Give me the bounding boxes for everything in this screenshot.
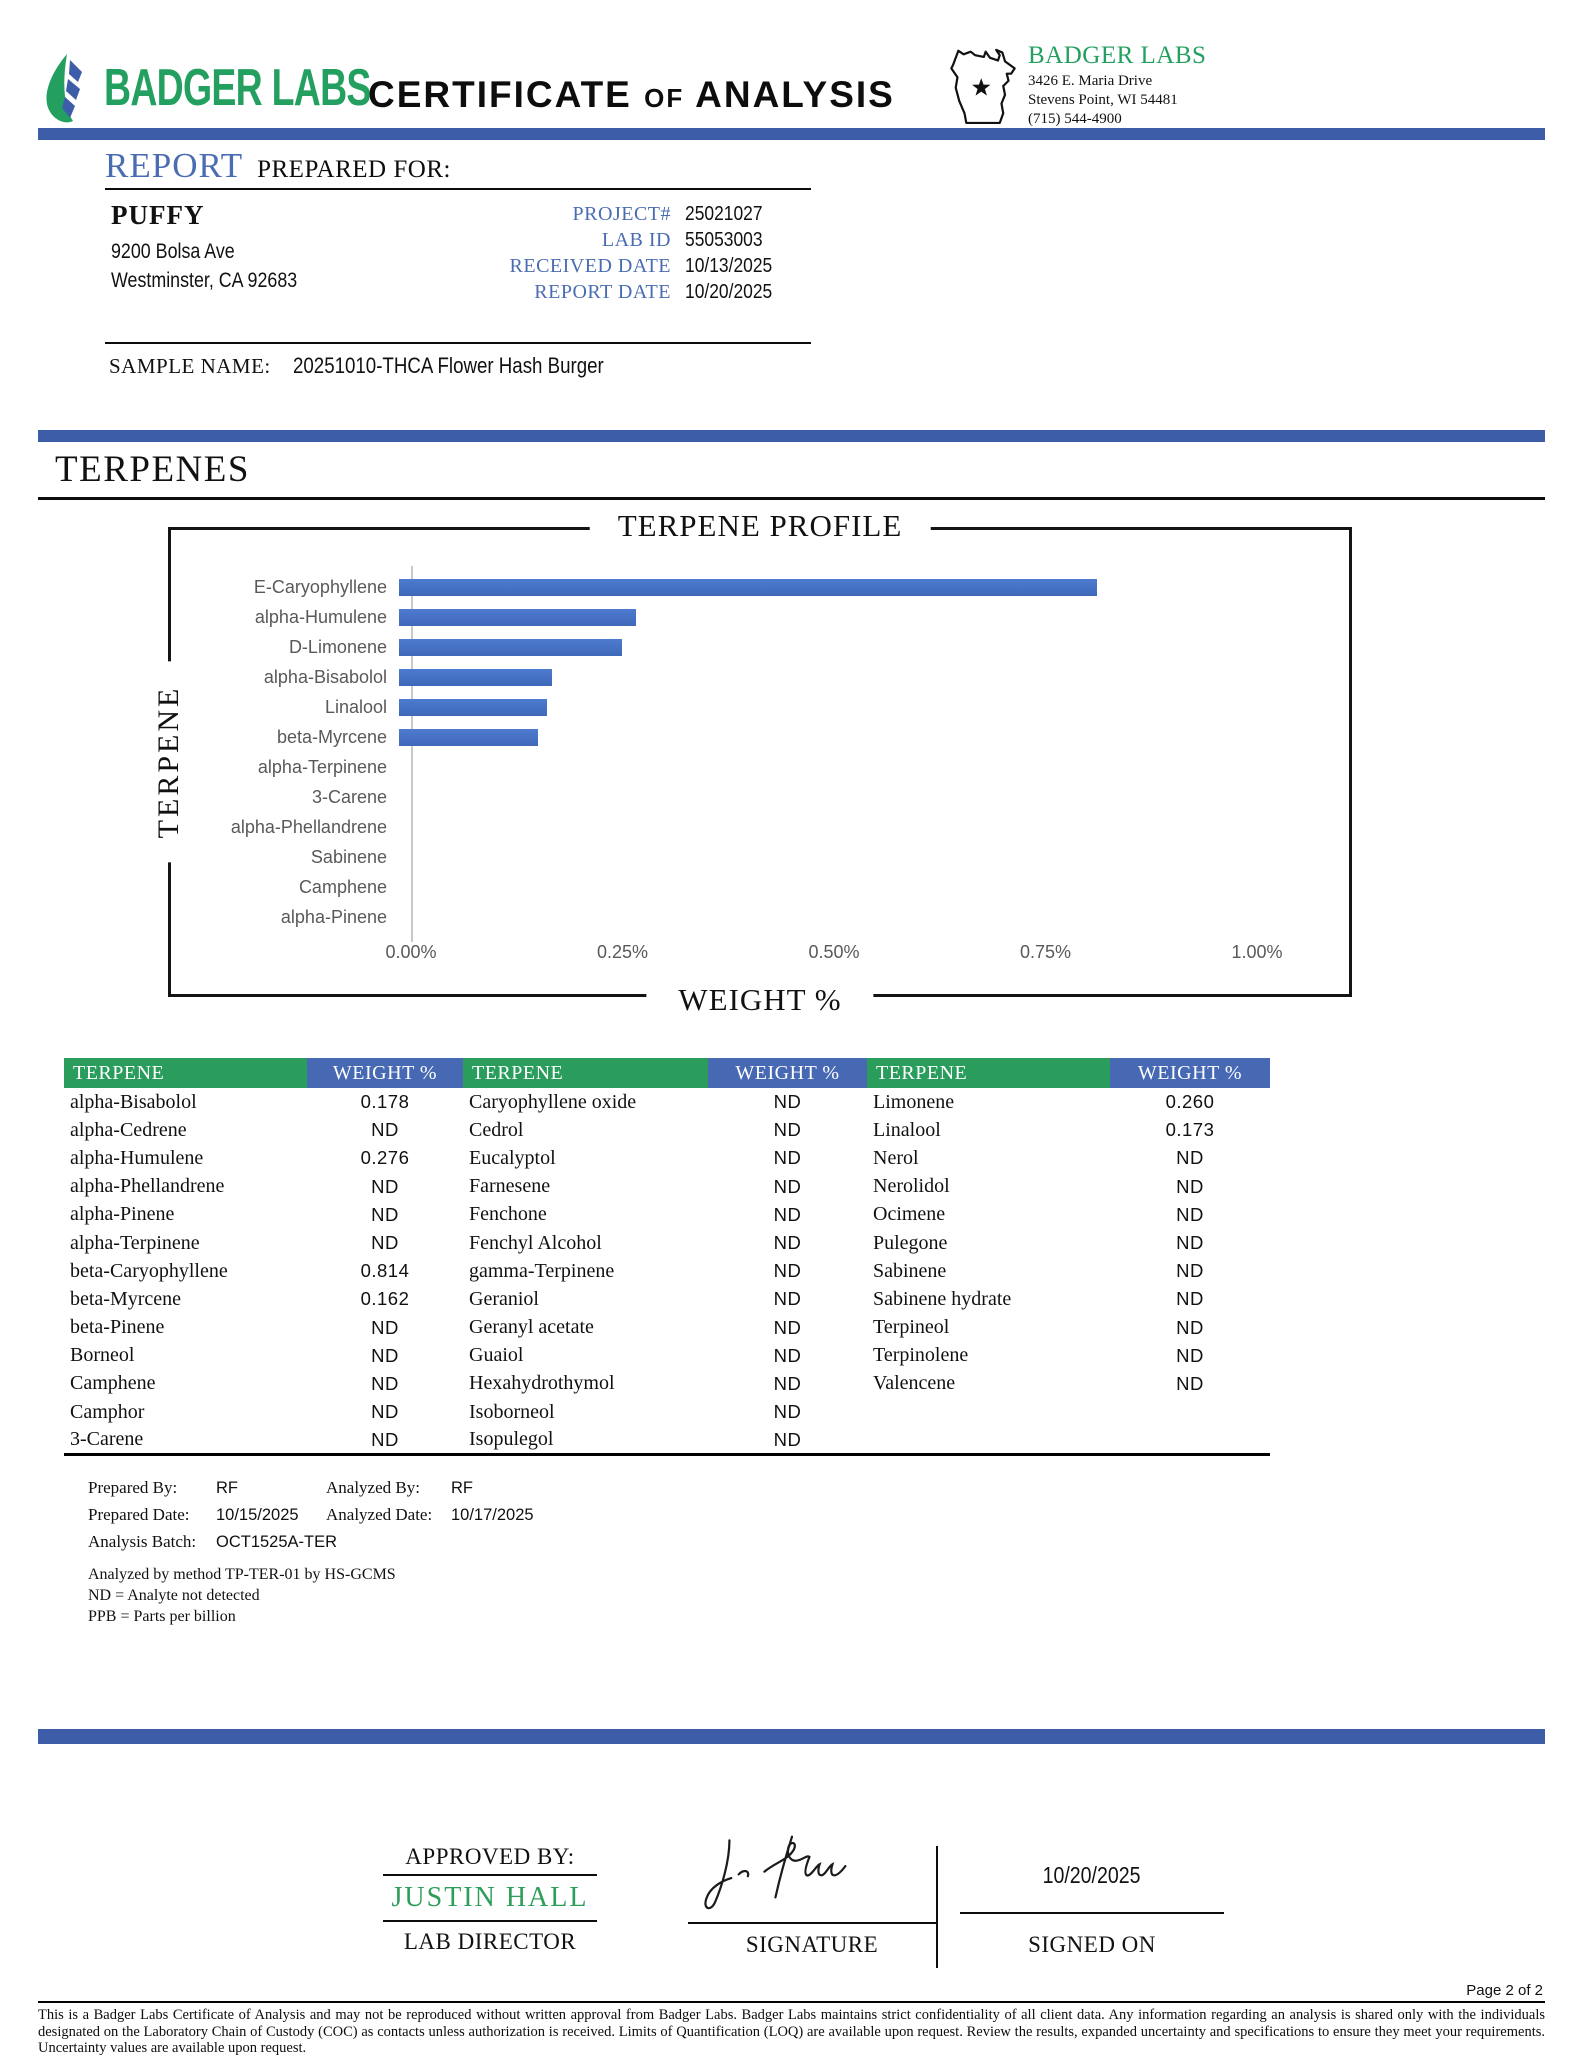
signed-on-line — [960, 1912, 1224, 1914]
chart-category-label: Linalool — [324, 696, 387, 717]
vertical-divider — [936, 1846, 938, 1968]
weight-cell: ND — [371, 1119, 399, 1141]
weight-cell: ND — [371, 1316, 399, 1338]
chart-bar — [399, 669, 552, 686]
chart-bar-track — [399, 759, 1257, 776]
divider-band-terpenes — [38, 430, 1545, 442]
terpene-cell: Geranyl acetate — [469, 1316, 594, 1339]
weight-cell: 0.260 — [1165, 1091, 1215, 1113]
chart-category-label: D-Limonene — [288, 636, 387, 657]
report-date-label: REPORT DATE — [534, 281, 671, 303]
chart-bar-track — [399, 909, 1257, 926]
analysis-batch-label: Analysis Batch: — [88, 1532, 197, 1551]
signature-label: SIGNATURE — [745, 1932, 879, 1957]
weight-cell: ND — [773, 1316, 802, 1338]
chart-row — [173, 662, 1257, 692]
weight-cell: ND — [773, 1147, 802, 1169]
terpene-cell: Isopulegol — [469, 1428, 554, 1451]
weight-cell: ND — [1176, 1203, 1204, 1225]
weight-cell: 0.162 — [360, 1288, 410, 1310]
table-row — [64, 1398, 1270, 1426]
table-row — [64, 1229, 1270, 1257]
chart-row — [173, 692, 1257, 722]
terpene-table-body — [64, 1088, 1270, 1454]
approver-title: LAB DIRECTOR — [403, 1929, 577, 1954]
analyzed-by-label: Analyzed By: — [326, 1478, 420, 1497]
terpene-cell: beta-Myrcene — [70, 1287, 182, 1310]
field-row — [479, 280, 801, 306]
chart-x-axis-label: WEIGHT % — [646, 982, 873, 1018]
terpene-cell: alpha-Humulene — [70, 1146, 204, 1169]
chart-row — [173, 872, 1257, 902]
weight-cell: ND — [773, 1372, 802, 1394]
weight-cell: 0.173 — [1165, 1119, 1215, 1141]
table-row — [64, 1173, 1270, 1201]
lab-address-block — [946, 42, 1206, 130]
signature-image — [700, 1828, 930, 1918]
table-row — [64, 1285, 1270, 1313]
sample-name-label: SAMPLE NAME: — [109, 354, 271, 378]
chart-bar — [399, 579, 1097, 596]
chart-row — [173, 602, 1257, 632]
table-row — [64, 1088, 1270, 1116]
approved-by-label: APPROVED BY: — [405, 1844, 575, 1869]
chart-bar-track — [399, 819, 1257, 836]
terpene-cell: alpha-Bisabolol — [70, 1090, 197, 1113]
terpene-cell — [867, 1426, 1110, 1454]
chart-row — [173, 842, 1257, 872]
terpene-cell — [867, 1398, 1110, 1426]
x-axis-tick: 0.50% — [808, 942, 860, 962]
weight-cell: ND — [773, 1401, 802, 1423]
table-row — [64, 1314, 1270, 1342]
client-address-line2: Westminster, CA 92683 — [111, 269, 298, 292]
chart-bar-track — [399, 609, 1257, 626]
terpene-cell: Eucalyptol — [469, 1146, 556, 1169]
terpene-cell: Cedrol — [469, 1118, 524, 1141]
lab-address-line2: Stevens Point, WI 54481 — [1028, 92, 1178, 108]
terpene-cell: Fenchone — [469, 1203, 547, 1226]
chart-bar — [399, 609, 636, 626]
chart-bar-track — [399, 879, 1257, 896]
report-header — [105, 146, 811, 190]
chart-bar-track — [399, 849, 1257, 866]
terpene-cell: Pulegone — [873, 1231, 948, 1254]
lab-name: BADGER LABS — [1028, 42, 1207, 69]
chart-category-label: alpha-Terpinene — [257, 756, 387, 777]
terpene-cell: 3-Carene — [70, 1428, 144, 1451]
terpene-cell: Farnesene — [469, 1175, 551, 1198]
chart-category-label: Sabinene — [310, 846, 387, 867]
weight-cell: ND — [1176, 1288, 1204, 1310]
x-axis-tick: 0.75% — [1019, 942, 1072, 962]
brand-name: BADGER LABS — [104, 59, 371, 117]
terpene-cell: Linalool — [873, 1118, 941, 1141]
terpene-cell: Nerolidol — [873, 1175, 950, 1198]
terpene-cell: Camphene — [70, 1372, 156, 1395]
terpene-column-header: TERPENE — [463, 1058, 708, 1088]
x-axis-tick: 0.25% — [596, 942, 649, 962]
weight-cell: 0.178 — [360, 1091, 410, 1113]
approval-section — [0, 1756, 1583, 1996]
signed-on-date: 10/20/2025 — [1043, 1862, 1141, 1888]
analyzed-date-label: Analyzed Date: — [326, 1505, 433, 1524]
prepared-date-label: Prepared Date: — [88, 1505, 190, 1524]
prepared-by-value: RF — [216, 1479, 238, 1497]
weight-cell: ND — [773, 1091, 802, 1113]
analyzed-date-value: 10/17/2025 — [451, 1506, 534, 1524]
chart-bar — [399, 699, 547, 716]
terpene-cell: Sabinene — [873, 1259, 947, 1282]
analyzed-by-value: RF — [451, 1479, 473, 1497]
chart-bar — [399, 639, 622, 656]
chart-row — [173, 812, 1257, 842]
prepared-by-label: Prepared By: — [88, 1478, 178, 1497]
client-address-line1: 9200 Bolsa Ave — [111, 240, 235, 263]
chart-title: TERPENE PROFILE — [590, 508, 931, 544]
project-number-label: PROJECT# — [572, 203, 671, 225]
chart-bar-track — [399, 729, 1257, 746]
weight-cell: ND — [1176, 1175, 1204, 1197]
weight-cell: ND — [773, 1288, 802, 1310]
table-row — [64, 1116, 1270, 1144]
field-row — [479, 202, 801, 228]
weight-cell: ND — [1176, 1372, 1204, 1394]
terpene-cell: Terpinolene — [873, 1344, 969, 1367]
weight-column-header: WEIGHT % — [307, 1058, 463, 1088]
chart-category-label: Camphene — [298, 876, 387, 897]
weight-cell: ND — [371, 1175, 399, 1197]
chart-category-label: E-Caryophyllene — [253, 576, 387, 597]
chart-bar-track — [399, 639, 1257, 656]
sample-name-row — [105, 342, 811, 389]
terpene-cell: alpha-Pinene — [70, 1203, 175, 1226]
table-row — [64, 1144, 1270, 1172]
ppb-note: PPB = Parts per billion — [88, 1608, 236, 1625]
chart-row — [173, 572, 1257, 602]
terpene-column-header: TERPENE — [867, 1058, 1110, 1088]
weight-cell: ND — [371, 1428, 399, 1450]
x-axis-tick: 0.00% — [385, 942, 437, 962]
terpene-cell: Geraniol — [469, 1287, 539, 1310]
table-row — [64, 1201, 1270, 1229]
nd-note: ND = Analyte not detected — [88, 1587, 260, 1604]
weight-cell: 0.814 — [360, 1260, 410, 1282]
prepared-date-value: 10/15/2025 — [216, 1506, 299, 1524]
terpene-cell: Nerol — [873, 1146, 919, 1169]
report-fields — [479, 202, 801, 306]
terpene-cell: beta-Pinene — [70, 1316, 165, 1339]
weight-cell: ND — [773, 1428, 802, 1450]
terpene-cell: alpha-Terpinene — [70, 1231, 200, 1254]
terpene-cell: Sabinene hydrate — [873, 1287, 1012, 1310]
weight-cell: ND — [773, 1203, 802, 1225]
weight-cell: ND — [773, 1344, 802, 1366]
method-note: Analyzed by method TP-TER-01 by HS-GCMS — [88, 1566, 396, 1583]
terpene-cell: Fenchyl Alcohol — [469, 1231, 602, 1254]
terpene-cell: Terpineol — [873, 1316, 950, 1339]
terpenes-section-title: TERPENES — [38, 448, 1545, 500]
lab-id-label: LAB ID — [601, 229, 671, 251]
terpene-cell: alpha-Phellandrene — [70, 1175, 225, 1198]
client-name: PUFFY — [111, 200, 205, 230]
divider-band-top — [38, 128, 1545, 140]
divider-line — [383, 1920, 597, 1922]
x-axis-tick: 1.00% — [1231, 942, 1283, 962]
terpene-cell: gamma-Terpinene — [469, 1259, 615, 1282]
terpene-table-head-row — [64, 1058, 1270, 1088]
field-row — [479, 254, 801, 280]
weight-cell: ND — [371, 1344, 399, 1366]
terpene-cell: Isoborneol — [469, 1400, 555, 1423]
leaf-logo-icon — [40, 52, 98, 124]
received-date-value: 10/13/2025 — [685, 254, 773, 277]
chart-plot-area — [173, 572, 1283, 972]
weight-cell: ND — [773, 1260, 802, 1282]
divider-band-bottom — [38, 1729, 1545, 1744]
divider-line — [383, 1874, 597, 1876]
chart-rows — [173, 572, 1257, 932]
chart-row — [173, 752, 1257, 782]
weight-cell: ND — [1176, 1316, 1204, 1338]
report-label: REPORT — [105, 146, 244, 185]
lab-phone: (715) 544-4900 — [1028, 111, 1122, 127]
chart-category-label: beta-Myrcene — [276, 726, 387, 747]
approver-name: JUSTIN HALL — [391, 1882, 589, 1913]
terpene-cell: beta-Caryophyllene — [70, 1259, 228, 1282]
terpene-cell: Caryophyllene oxide — [469, 1090, 637, 1113]
weight-cell: ND — [371, 1232, 399, 1254]
chart-bar-track — [399, 669, 1257, 686]
chart-bar-track — [399, 789, 1257, 806]
sample-name-value: 20251010-THCA Flower Hash Burger — [292, 353, 604, 378]
prepared-for-label: PREPARED FOR: — [257, 156, 451, 183]
chart-row — [173, 902, 1257, 932]
weight-cell: ND — [1176, 1232, 1204, 1254]
table-row — [64, 1257, 1270, 1285]
weight-cell — [1110, 1426, 1270, 1454]
received-date-label: RECEIVED DATE — [509, 255, 671, 277]
terpene-results-table — [64, 1058, 1270, 1456]
signed-on-label: SIGNED ON — [1028, 1932, 1156, 1957]
weight-cell: ND — [1176, 1147, 1204, 1169]
weight-cell — [1110, 1398, 1270, 1426]
terpene-cell: Hexahydrothymol — [469, 1372, 615, 1395]
chart-category-label: alpha-Bisabolol — [263, 666, 387, 687]
page-number: Page 2 of 2 — [1466, 1982, 1543, 1999]
weight-cell: ND — [1176, 1344, 1204, 1366]
terpene-cell: Guaiol — [469, 1344, 524, 1367]
terpene-column-header: TERPENE — [64, 1058, 307, 1088]
weight-cell: ND — [773, 1119, 802, 1141]
weight-column-header: WEIGHT % — [708, 1058, 867, 1088]
chart-category-label: alpha-Pinene — [280, 906, 387, 927]
wisconsin-map-icon — [946, 42, 1020, 130]
weight-cell: 0.276 — [360, 1147, 410, 1169]
chart-row — [173, 632, 1257, 662]
chart-bar-track — [399, 579, 1257, 596]
document-title: CERTIFICATE of ANALYSIS — [368, 74, 895, 115]
approved-by-block — [383, 1844, 597, 1955]
field-row — [479, 228, 801, 254]
weight-cell: ND — [1176, 1260, 1204, 1282]
weight-cell: ND — [371, 1401, 399, 1423]
table-row — [64, 1426, 1270, 1454]
terpene-cell: Limonene — [873, 1090, 955, 1113]
chart-category-label: 3-Carene — [311, 786, 387, 807]
terpene-cell: Valencene — [873, 1372, 956, 1395]
project-number-value: 25021027 — [685, 202, 763, 225]
chart-category-label: alpha-Humulene — [254, 606, 387, 627]
lab-id-value: 55053003 — [685, 228, 763, 251]
table-row — [64, 1370, 1270, 1398]
terpene-cell: Borneol — [70, 1344, 135, 1367]
weight-cell: ND — [371, 1372, 399, 1394]
terpene-profile-chart — [152, 508, 1352, 1017]
chart-row — [173, 782, 1257, 812]
signature-line — [688, 1922, 936, 1924]
chart-xticks — [385, 942, 1283, 972]
terpene-cell: Ocimene — [873, 1203, 946, 1226]
weight-cell: ND — [773, 1232, 802, 1254]
report-info-section — [105, 146, 811, 389]
terpene-cell: alpha-Cedrene — [70, 1118, 187, 1141]
chart-row — [173, 722, 1257, 752]
chart-y-axis-label: TERPENE — [152, 662, 186, 863]
chart-bar-track — [399, 699, 1257, 716]
table-row — [64, 1342, 1270, 1370]
weight-cell: ND — [773, 1175, 802, 1197]
chart-bar — [399, 729, 538, 746]
disclaimer-text: This is a Badger Labs Certificate of Analysis and may not be reproduced without written approval from Badger Labs. Badger Labs maintains strict confidentiality of all client data. Any information regarding an analysis is shared only with the individuals designated on the Laboratory Chain of Custody (COC) as contacts unless authorization is received. Limits of Quantification (LOQ) are available upon request. Review the results, expanded uncertainty and specifications to ensure they meet your requirements. Uncertainty values are available upon request. — [38, 2001, 1545, 2057]
terpene-cell: Camphor — [70, 1400, 145, 1423]
lab-address-line1: 3426 E. Maria Drive — [1028, 73, 1153, 89]
analysis-batch-value: OCT1525A-TER — [216, 1533, 338, 1551]
weight-cell: ND — [371, 1203, 399, 1225]
chart-category-label: alpha-Phellandrene — [230, 816, 387, 837]
weight-column-header: WEIGHT % — [1110, 1058, 1270, 1088]
report-date-value: 10/20/2025 — [685, 280, 773, 303]
analysis-meta-block — [88, 1478, 534, 1627]
